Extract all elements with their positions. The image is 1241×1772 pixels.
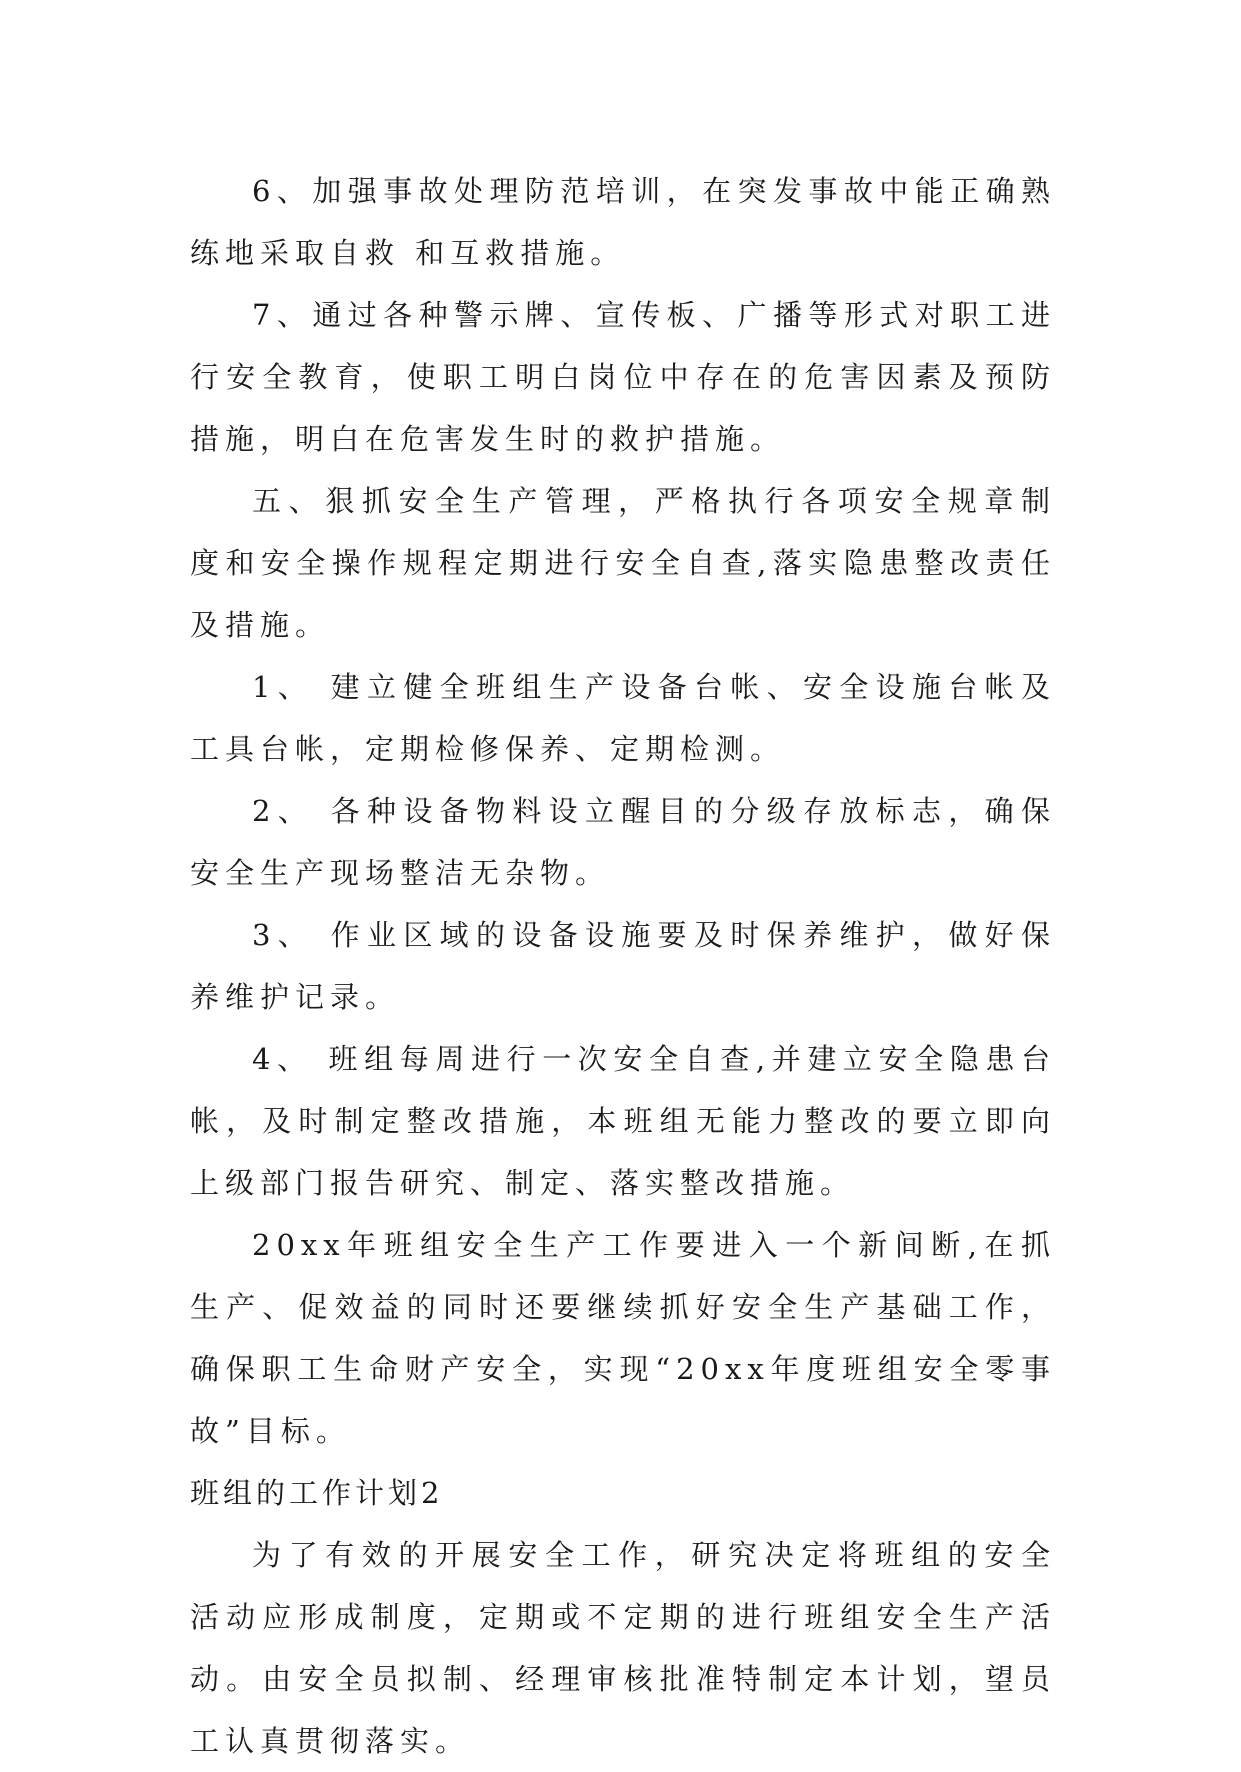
document-body	[190, 160, 1056, 1772]
paragraph-item-1: 1、 建立健全班组生产设备台帐、安全设施台帐及工具台帐，定期检修保养、定期检测。	[190, 670, 1056, 766]
paragraph-summary: 20xx年班组安全生产工作要进入一个新间断,在抓生产、促效益的同时还要继续抓好安全生产基础工作，确保职工生命财产安全，实现“20xx年度班组安全零事故”目标。	[190, 1228, 1056, 1448]
paragraph-item-3: 3、 作业区域的设备设施要及时保养维护，做好保养维护记录。	[190, 918, 1056, 1014]
paragraph-item-4: 4、 班组每周进行一次安全自查,并建立安全隐患台帐，及时制定整改措施，本班组无能力整改的要立即向上级部门报告研究、制定、落实整改措施。	[190, 1042, 1056, 1200]
paragraph-item-2: 2、 各种设备物料设立醒目的分级存放标志，确保安全生产现场整洁无杂物。	[190, 794, 1056, 890]
paragraph-item-7: 7、通过各种警示牌、宣传板、广播等形式对职工进行安全教育，使职工明白岗位中存在的危害因素及预防措施，明白在危害发生时的救护措施。	[190, 298, 1056, 456]
paragraph-item-6: 6、加强事故处理防范培训，在突发事故中能正确熟练地采取自救 和互救措施。	[190, 174, 1056, 270]
paragraph-section-five: 五、狠抓安全生产管理，严格执行各项安全规章制度和安全操作规程定期进行安全自查,落实隐患整改责任及措施。	[190, 484, 1056, 642]
section-title: 班组的工作计划2	[190, 1476, 444, 1510]
paragraph-plan-intro: 为了有效的开展安全工作，研究决定将班组的安全活动应形成制度，定期或不定期的进行班组安全生产活动。由安全员拟制、经理审核批准特制定本计划，望员工认真贯彻落实。	[190, 1538, 1056, 1758]
